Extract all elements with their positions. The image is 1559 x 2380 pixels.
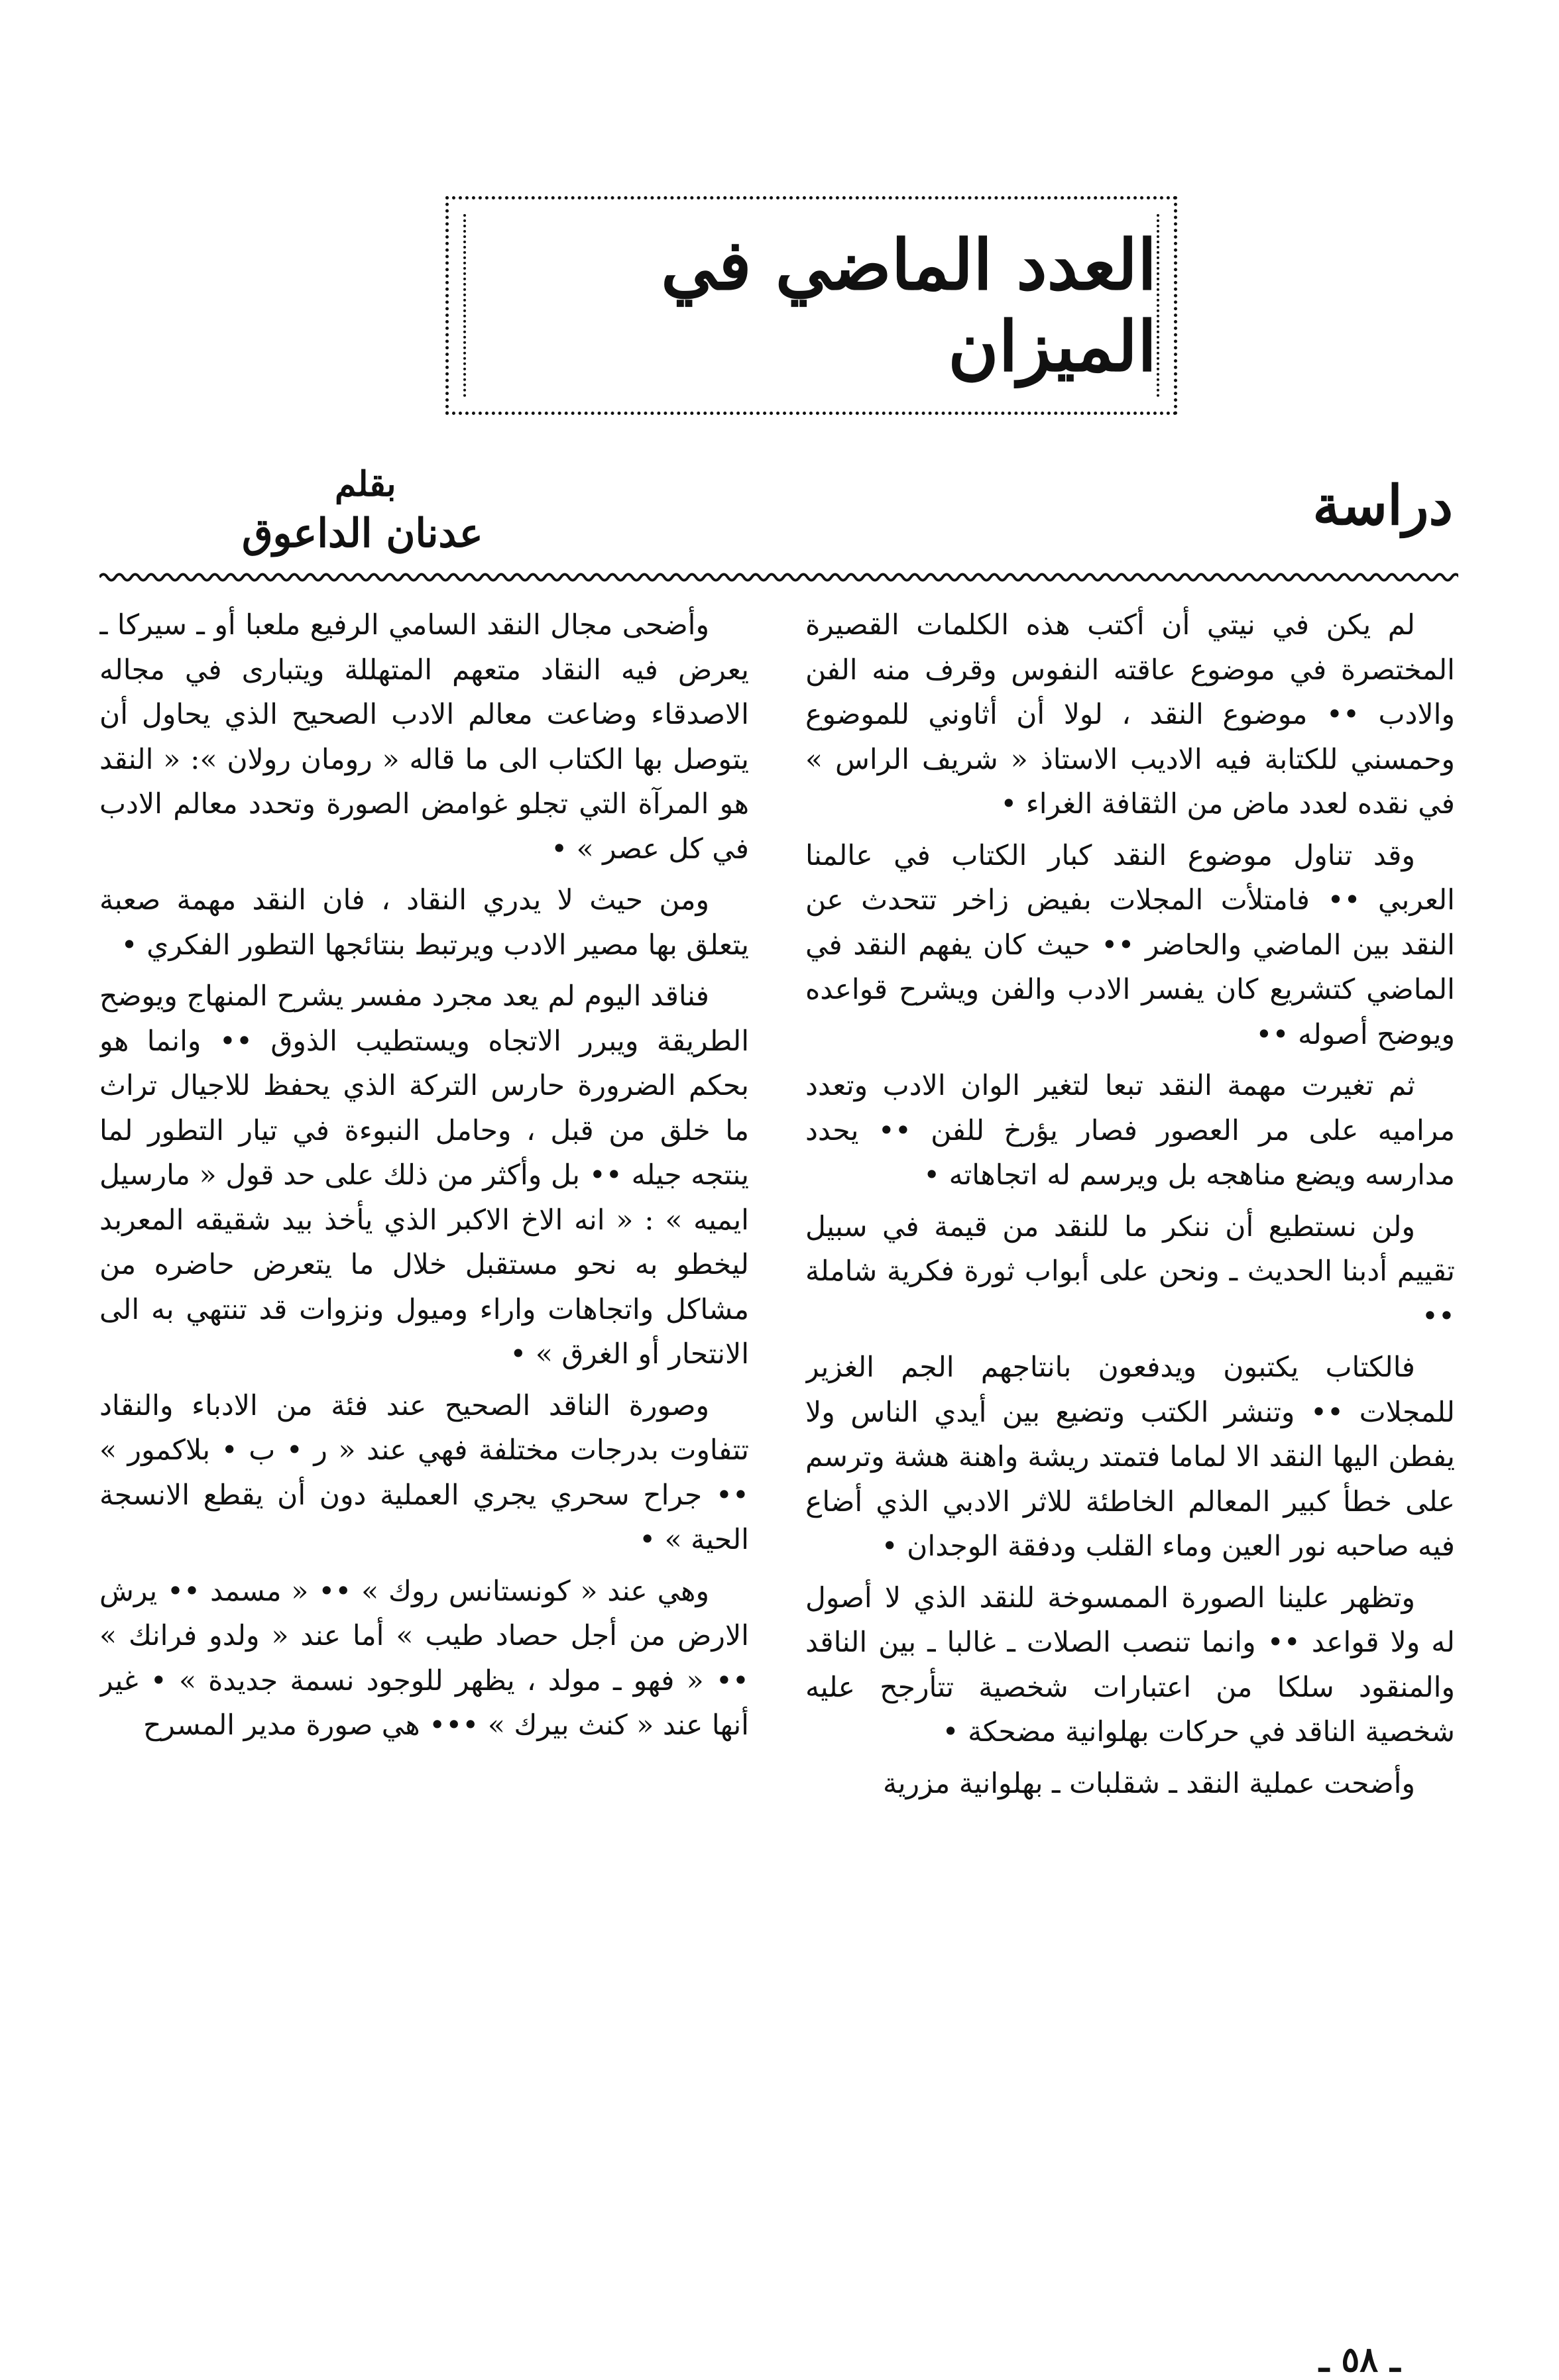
page-title: العدد الماضي في الميزان (661, 224, 1157, 387)
paragraph: وقد تناول موضوع النقد كبار الكتاب في عالمنا العربي •• فامتلأت المجلات بفيض زاخر تتحدث عن النقد بين الماضي والحاضر •• حيث كان يفهم النقد في الماضي كتشريع كان يفسر الادب والفن ويشرح قواعده ويوضح أصوله •• (805, 839, 1455, 1051)
byline-label: بقلم (335, 464, 396, 504)
paragraph: فناقد اليوم لم يعد مجرد مفسر يشرح المنهاج ويوضح الطريقة ويبرر الاتجاه ويستطيب الذوق •• وانما هو بحكم الضرورة حارس التركة الذي يحفظ للاجيال تراث ما خلق من قبل ، وحامل النبوءة في تيار التطور لما ينتجه جيله •• بل وأكثر من ذلك على حد قول « مارسيل ايميه » : « انه الاخ الاكبر الذي يأخذ بيد شقيقه المعربد ليخطو به نحو مستقبل خلال ما يتعرض حاضره من مشاكل واتجاهات واراء وميول ونزوات قد تنتهي به الى الانتحار أو الغرق » • (99, 980, 749, 1371)
paragraph: وهي عند « كونستانس روك » •• « مسمد •• يرش الارض من أجل حصاد طيب » أما عند « ولدو فرانك » •• « فهو ـ مولد ، يظهر للوجود نسمة جديدة » • غير أنها عند « كنث بيرك » ••• هي صورة مدير المسرح (99, 1575, 749, 1742)
paragraph: لم يكن في نيتي أن أكتب هذه الكلمات القصيرة المختصرة في موضوع عاقته النفوس وقرف منه الفن والادب •• موضوع النقد ، لولا أن أثاوني للموضوع وحمسني للكتابة فيه الاديب الاستاذ « شريف الراس » في نقده لعدد ماض من الثقافة الغراء • (805, 609, 1455, 821)
paragraph: ومن حيث لا يدري النقاد ، فان النقد مهمة صعبة يتعلق بها مصير الادب ويرتبط بنتائجها التطور الفكري • (99, 884, 749, 962)
page-number: ـ ٥٨ ـ (1319, 2340, 1401, 2380)
paragraph: وأضحى مجال النقد السامي الرفيع ملعبا أو ـ سيركا ـ يعرض فيه النقاد متعهم المتهللة ويتبارى في مجاله الاصدقاء وضاعت معالم الادب الصحيح الذي يحاول أن يتوصل بها الكتاب الى ما قاله « رومان رولان »: « النقد هو المرآة التي تجلو غوامض الصورة وتحدد معالم الادب في كل عصر » • (99, 609, 749, 866)
article-column-right (805, 603, 1455, 2346)
paragraph: ولن نستطيع أن ننكر ما للنقد من قيمة في سبيل تقييم أدبنا الحديث ـ ونحن على أبواب ثورة فكرية شاملة •• (805, 1210, 1455, 1333)
title-frame-inner (463, 214, 1159, 397)
wavy-divider (99, 570, 1458, 585)
paragraph: فالكتاب يكتبون ويدفعون بانتاجهم الجم الغزير للمجلات •• وتنشر الكتب وتضيع بين أيدي الناس ولا يفطن اليها النقد الا لماما فتمتد ريشة واهنة هشة وترسم على خطأ كبير المعالم الخاطئة للاثر الادبي الذي أضاع فيه صاحبه نور العين وماء القلب ودفقة الوجدان • (805, 1351, 1455, 1563)
author-name: عدنان الداعوق (242, 510, 483, 557)
paragraph: وأضحت عملية النقد ـ شقلبات ـ بهلوانية مزرية (882, 1767, 1415, 1800)
section-label: دراسة (1312, 474, 1453, 538)
article-column-left (99, 603, 749, 2346)
title-frame (445, 196, 1177, 415)
paragraph: ثم تغيرت مهمة النقد تبعا لتغير الوان الادب وتعدد مراميه على مر العصور فصار يؤرخ للفن •• يحدد مدارسه ويضع مناهجه بل ويرسم له اتجاهاته • (805, 1070, 1455, 1192)
paragraph: وتظهر علينا الصورة الممسوخة للنقد الذي لا أصول له ولا قواعد •• وانما تنصب الصلات ـ غالبا ـ بين الناقد والمنقود سلكا من اعتبارات شخصية تتأرجح عليه شخصية الناقد في حركات بهلوانية مضحكة • (805, 1581, 1455, 1748)
paragraph: وصورة الناقد الصحيح عند فئة من الادباء والنقاد تتفاوت بدرجات مختلفة فهي عند « ر • ب • بلاكمور » •• جراح سحري يجري العملية دون أن يقطع الانسجة الحية » • (99, 1389, 749, 1556)
